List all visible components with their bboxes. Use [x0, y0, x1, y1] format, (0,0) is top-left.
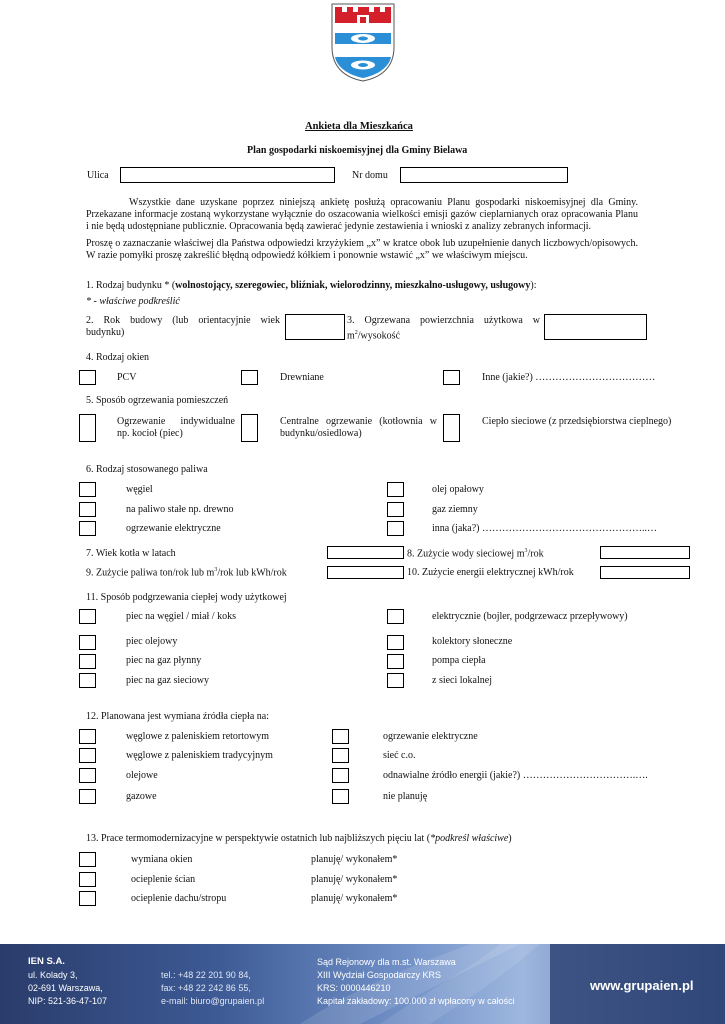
q12-checkbox-oil[interactable]: [79, 768, 96, 783]
q13-note: *podkreśl właściwe: [430, 833, 509, 844]
q6-checkbox-electric[interactable]: [79, 521, 96, 536]
q7-boiler-age-input[interactable]: [327, 546, 404, 559]
q12-checkbox-traditional[interactable]: [79, 748, 96, 763]
q4-option-other: Inne (jakie?) ………………………………: [482, 372, 656, 383]
q11-option-oil: piec olejowy: [126, 636, 178, 647]
q12-checkbox-none[interactable]: [332, 789, 349, 804]
q6-option-other: inna (jaka?) …………………………………………..…: [432, 523, 657, 534]
q12-option-retort: węglowe z paleniskiem retortowym: [126, 731, 270, 742]
q13-item-walls: ocieplenie ścian: [131, 874, 196, 885]
q12-option-oil: olejowe: [126, 770, 158, 781]
q4-option-pcv: PCV: [117, 372, 137, 383]
q13-item-windows: wymiana okien: [131, 854, 193, 865]
q11-checkbox-lpg[interactable]: [79, 654, 96, 669]
q12-checkbox-gas[interactable]: [79, 789, 96, 804]
q11-option-lpg: piec na gaz płynny: [126, 655, 202, 666]
survey-title: Ankieta dla Mieszkańca: [305, 121, 413, 132]
q13-status-windows[interactable]: planuję/ wykonałem*: [311, 854, 398, 865]
house-number-label: Nr domu: [352, 170, 388, 181]
q1-options[interactable]: wolnostojący, szeregowiec, bliźniak, wielorodzinny, mieszkalno-usługowy, usługowy: [175, 280, 531, 291]
footer-phone: tel.: +48 22 201 90 84,: [161, 970, 251, 980]
q6-checkbox-oil[interactable]: [387, 482, 404, 497]
q11-option-coal: piec na węgiel / miał / koks: [126, 611, 236, 622]
q3-label: 3. Ogrzewana powierzchnia użytkowa w $m^2$/wysokość: [347, 315, 540, 342]
footer-website[interactable]: www.grupaien.pl: [590, 978, 694, 993]
footer-capital: Kapitał zakładowy: 100.000 zł wpłacony w całości: [317, 996, 515, 1006]
footer-krs: KRS: 0000446210: [317, 983, 391, 993]
q13-checkbox-roof[interactable]: [79, 891, 96, 906]
q8-label: 8. Zużycie wody sieciowej $m^3$/rok: [407, 548, 544, 560]
q6-option-electric: ogrzewanie elektryczne: [126, 523, 221, 534]
instructions-paragraph: Proszę o zaznaczanie właściwej dla Państwa odpowiedzi krzyżykiem „x” w kratce obok lub uzupełnienie danych liczbowych/opisowych. W razie pomyłki proszę zakreślić błędną odpowiedź kółkiem i ponownie wstawić „x” we właściwym miejscu.: [86, 238, 638, 261]
q13-end: ): [508, 833, 512, 844]
q13-label-line: [86, 833, 512, 844]
street-label: Ulica: [87, 170, 109, 181]
q1-note: * - właściwe podkreślić: [86, 296, 180, 307]
q5-option-central: Centralne ogrzewanie (kotłownia w budynku/osiedlowa): [280, 416, 437, 439]
q2-year-input[interactable]: [285, 314, 345, 340]
footer-court-1: Sąd Rejonowy dla m.st. Warszawa: [317, 957, 456, 967]
q10-electricity-input[interactable]: [600, 566, 690, 579]
q12-option-electric: ogrzewanie elektryczne: [383, 731, 478, 742]
q11-option-electric: elektrycznie (bojler, podgrzewacz przepływowy): [432, 611, 628, 622]
bielawa-coat-of-arms: [331, 3, 395, 82]
q12-label: 12. Planowana jest wymiana źródła ciepła na:: [86, 711, 269, 722]
q12-checkbox-electric[interactable]: [332, 729, 349, 744]
q6-checkbox-other[interactable]: [387, 521, 404, 536]
intro-paragraph: Wszystkie dane uzyskane poprzez niniejszą ankietę posłużą opracowaniu Planu gospodarki niskoemisyjnej dla Gminy. Przekazane informacje zostaną wykorzystane wyłącznie do oszacowania wielkości emisji gazów cieplarnianych oraz opracowania Planu i nie będą udostępniane publicznie. Opracowania będą zawierać jedynie zestawienia i wnioski z analizy zebranych informacji.: [86, 197, 638, 232]
footer-company: IEN S.A.: [28, 956, 65, 967]
q11-checkbox-local-network[interactable]: [387, 673, 404, 688]
q5-checkbox-individual[interactable]: [79, 414, 96, 442]
q12-option-none: nie planuję: [383, 791, 428, 802]
q13-item-roof: ocieplenie dachu/stropu: [131, 893, 227, 904]
q11-checkbox-solar[interactable]: [387, 635, 404, 650]
q11-checkbox-coal[interactable]: [79, 609, 96, 624]
q6-checkbox-wood[interactable]: [79, 502, 96, 517]
q13-status-walls[interactable]: planuję/ wykonałem*: [311, 874, 398, 885]
q7-label: 7. Wiek kotła w latach: [86, 548, 176, 559]
q6-label: 6. Rodzaj stosowanego paliwa: [86, 464, 208, 475]
q13-checkbox-windows[interactable]: [79, 852, 96, 867]
q12-option-gas: gazowe: [126, 791, 157, 802]
q6-option-wood: na paliwo stałe np. drewno: [126, 504, 234, 515]
footer-email[interactable]: e-mail: biuro@grupaien.pl: [161, 996, 265, 1006]
q11-checkbox-heat-pump[interactable]: [387, 654, 404, 669]
q6-checkbox-coal[interactable]: [79, 482, 96, 497]
q6-option-coal: węgiel: [126, 484, 153, 495]
q12-option-renewable: odnawialne źródło energii (jakie?) …………………………….….: [383, 770, 648, 781]
q4-checkbox-wood[interactable]: [241, 370, 258, 385]
footer-address-2: 02-691 Warszawa,: [28, 983, 103, 993]
q12-option-district: sieć c.o.: [383, 750, 416, 761]
q11-checkbox-electric[interactable]: [387, 609, 404, 624]
q11-option-network-gas: piec na gaz sieciowy: [126, 675, 210, 686]
footer-court-2: XIII Wydział Gospodarczy KRS: [317, 970, 441, 980]
q13-label: 13. Prace termomodernizacyjne w perspektywie ostatnich lub najbliższych pięciu lat (: [86, 833, 431, 844]
q5-option-individual: Ogrzewanie indywidualne np. kocioł (piec): [117, 416, 235, 439]
q2-label: 2. Rok budowy (lub orientacyjnie wiek budynku): [86, 315, 280, 338]
q11-option-solar: kolektory słoneczne: [432, 636, 513, 647]
q9-fuel-input[interactable]: [327, 566, 404, 579]
q6-option-oil: olej opałowy: [432, 484, 484, 495]
q13-status-roof[interactable]: planuję/ wykonałem*: [311, 893, 398, 904]
q3-area-input[interactable]: [544, 314, 647, 340]
footer-address-1: ul. Kolady 3,: [28, 970, 78, 980]
street-input[interactable]: [120, 167, 335, 183]
q12-checkbox-renewable[interactable]: [332, 768, 349, 783]
q5-option-district: Ciepło sieciowe (z przedsiębiorstwa cieplnego): [482, 416, 672, 427]
q12-option-traditional: węglowe z paleniskiem tradycyjnym: [126, 750, 273, 761]
q8-water-input[interactable]: [600, 546, 690, 559]
footer-fax: fax: +48 22 242 86 55,: [161, 983, 251, 993]
q10-label: 10. Zużycie energii elektrycznej kWh/rok: [407, 567, 574, 578]
q13-checkbox-walls[interactable]: [79, 872, 96, 887]
q4-checkbox-pcv[interactable]: [79, 370, 96, 385]
q11-checkbox-oil[interactable]: [79, 635, 96, 650]
q4-label: 4. Rodzaj okien: [86, 352, 150, 363]
q11-option-heat-pump: pompa ciepła: [432, 655, 486, 666]
company-footer: [0, 944, 725, 1024]
house-number-input[interactable]: [400, 167, 568, 183]
q11-label: 11. Sposób podgrzewania ciepłej wody użytkowej: [86, 592, 287, 603]
q6-checkbox-gas[interactable]: [387, 502, 404, 517]
q12-checkbox-district[interactable]: [332, 748, 349, 763]
q1-end: ):: [530, 280, 537, 291]
q4-checkbox-other[interactable]: [443, 370, 460, 385]
q11-checkbox-network-gas[interactable]: [79, 673, 96, 688]
q11-option-local-network: z sieci lokalnej: [432, 675, 492, 686]
q9-label: 9. Zużycie paliwa ton/rok lub $m^3$/rok lub kWh/rok: [86, 567, 287, 579]
q5-label: 5. Sposób ogrzewania pomieszczeń: [86, 395, 229, 406]
q1-building-type: [86, 280, 536, 291]
q5-checkbox-district[interactable]: [443, 414, 460, 442]
q6-option-gas: gaz ziemny: [432, 504, 478, 515]
q1-label: 1. Rodzaj budynku * (: [86, 280, 176, 291]
q4-option-wood: Drewniane: [280, 372, 324, 383]
footer-nip: NIP: 521-36-47-107: [28, 996, 108, 1006]
q5-checkbox-central[interactable]: [241, 414, 258, 442]
survey-subtitle: Plan gospodarki niskoemisyjnej dla Gminy Bielawa: [247, 145, 468, 156]
q12-checkbox-retort[interactable]: [79, 729, 96, 744]
